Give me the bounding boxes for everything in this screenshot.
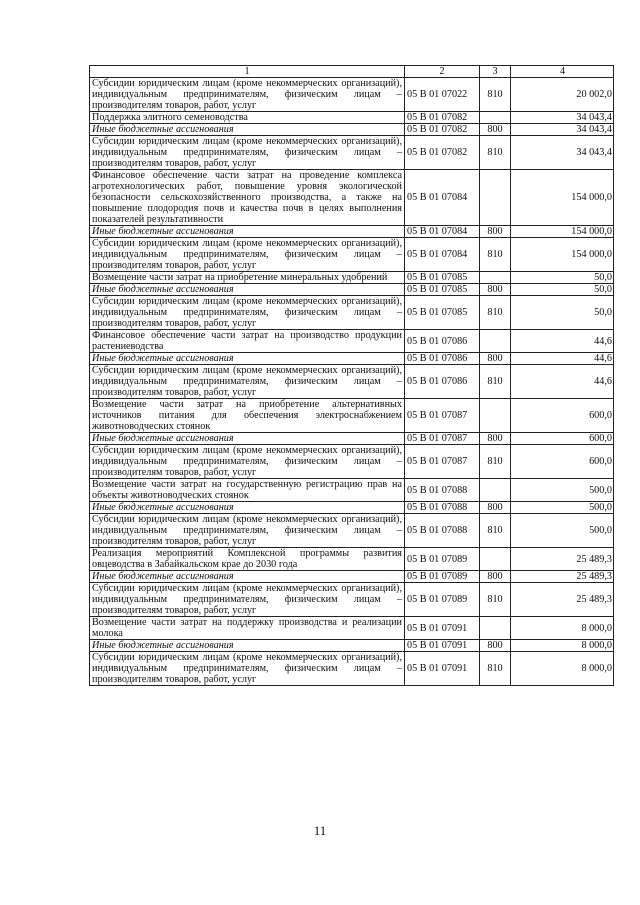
table-row xyxy=(90,284,614,296)
table-row xyxy=(90,78,614,112)
table-row xyxy=(90,617,614,640)
row-code-cell: 05 В 01 07091 xyxy=(405,652,480,686)
row-name-cell: Субсидии юридическим лицам (кроме некоммерческих организаций), индивидуальным предпринимателям, физическим лицам – производителям товаров, работ, услуг xyxy=(90,652,405,686)
row-amount-cell: 25 489,3 xyxy=(511,571,614,583)
table-row xyxy=(90,353,614,365)
row-type-cell xyxy=(480,330,511,353)
row-code-cell: 05 В 01 07088 xyxy=(405,502,480,514)
row-amount-cell: 44,6 xyxy=(511,365,614,399)
table-row xyxy=(90,238,614,272)
row-code-cell: 05 В 01 07089 xyxy=(405,571,480,583)
row-amount-cell: 8 000,0 xyxy=(511,617,614,640)
row-type-cell: 800 xyxy=(480,353,511,365)
row-code-cell: 05 В 01 07082 xyxy=(405,136,480,170)
row-code-cell: 05 В 01 07088 xyxy=(405,479,480,502)
row-type-cell: 810 xyxy=(480,445,511,479)
row-name-cell: Возмещение части затрат на государственную регистрацию прав на объекты животноводческих стоянок xyxy=(90,479,405,502)
row-amount-cell: 154 000,0 xyxy=(511,226,614,238)
row-name-cell: Иные бюджетные ассигнования xyxy=(90,502,405,514)
row-name-cell: Субсидии юридическим лицам (кроме некоммерческих организаций), индивидуальным предпринимателям, физическим лицам – производителям товаров, работ, услуг xyxy=(90,365,405,399)
row-amount-cell: 500,0 xyxy=(511,502,614,514)
row-name-cell: Реализация мероприятий Комплексной программы развития овцеводства в Забайкальском крае до 2030 года xyxy=(90,548,405,571)
header-cell-name: 1 xyxy=(90,66,405,78)
table-row xyxy=(90,272,614,284)
row-name-cell: Поддержка элитного семеноводства xyxy=(90,112,405,124)
row-name-cell: Субсидии юридическим лицам (кроме некоммерческих организаций), индивидуальным предпринимателям, физическим лицам – производителям товаров, работ, услуг xyxy=(90,514,405,548)
row-code-cell: 05 В 01 07087 xyxy=(405,399,480,433)
row-code-cell: 05 В 01 07087 xyxy=(405,445,480,479)
header-cell-code: 2 xyxy=(405,66,480,78)
row-amount-cell: 34 043,4 xyxy=(511,124,614,136)
row-type-cell: 800 xyxy=(480,226,511,238)
row-code-cell: 05 В 01 07087 xyxy=(405,433,480,445)
row-type-cell xyxy=(480,170,511,226)
row-amount-cell: 600,0 xyxy=(511,433,614,445)
table-row xyxy=(90,226,614,238)
row-type-cell xyxy=(480,112,511,124)
row-amount-cell: 34 043,4 xyxy=(511,136,614,170)
row-name-cell: Субсидии юридическим лицам (кроме некоммерческих организаций), индивидуальным предпринимателям, физическим лицам – производителям товаров, работ, услуг xyxy=(90,445,405,479)
row-name-cell: Иные бюджетные ассигнования xyxy=(90,571,405,583)
row-type-cell: 810 xyxy=(480,365,511,399)
row-amount-cell: 34 043,4 xyxy=(511,112,614,124)
table-header-row xyxy=(90,66,614,78)
row-name-cell: Субсидии юридическим лицам (кроме некоммерческих организаций), индивидуальным предпринимателям, физическим лицам – производителям товаров, работ, услуг xyxy=(90,583,405,617)
row-name-cell: Возмещение части затрат на поддержку производства и реализации молока xyxy=(90,617,405,640)
row-amount-cell: 600,0 xyxy=(511,445,614,479)
page-number: 11 xyxy=(313,823,327,838)
row-amount-cell: 500,0 xyxy=(511,479,614,502)
row-code-cell: 05 В 01 07084 xyxy=(405,170,480,226)
row-name-cell: Субсидии юридическим лицам (кроме некоммерческих организаций), индивидуальным предпринимателям, физическим лицам – производителям товаров, работ, услуг xyxy=(90,238,405,272)
table-row xyxy=(90,640,614,652)
row-type-cell: 800 xyxy=(480,640,511,652)
row-name-cell: Финансовое обеспечение части затрат на производство продукции растениеводства xyxy=(90,330,405,353)
row-type-cell: 810 xyxy=(480,652,511,686)
table-row xyxy=(90,136,614,170)
row-type-cell: 810 xyxy=(480,514,511,548)
row-code-cell: 05 В 01 07085 xyxy=(405,272,480,284)
row-code-cell: 05 В 01 07088 xyxy=(405,514,480,548)
row-code-cell: 05 В 01 07084 xyxy=(405,226,480,238)
table-row xyxy=(90,170,614,226)
row-code-cell: 05 В 01 07091 xyxy=(405,617,480,640)
table-row xyxy=(90,365,614,399)
row-code-cell: 05 В 01 07085 xyxy=(405,296,480,330)
row-name-cell: Иные бюджетные ассигнования xyxy=(90,640,405,652)
header-cell-amount: 4 xyxy=(511,66,614,78)
table-row xyxy=(90,571,614,583)
table-body xyxy=(90,66,614,686)
budget-table xyxy=(89,65,614,686)
row-amount-cell: 154 000,0 xyxy=(511,170,614,226)
table-row xyxy=(90,399,614,433)
row-type-cell xyxy=(480,617,511,640)
row-code-cell: 05 В 01 07086 xyxy=(405,365,480,399)
row-code-cell: 05 В 01 07084 xyxy=(405,238,480,272)
row-name-cell: Иные бюджетные ассигнования xyxy=(90,284,405,296)
row-name-cell: Субсидии юридическим лицам (кроме некоммерческих организаций), индивидуальным предпринимателям, физическим лицам – производителям товаров, работ, услуг xyxy=(90,78,405,112)
row-type-cell: 810 xyxy=(480,78,511,112)
row-amount-cell: 20 002,0 xyxy=(511,78,614,112)
row-amount-cell: 25 489,3 xyxy=(511,583,614,617)
row-name-cell: Субсидии юридическим лицам (кроме некоммерческих организаций), индивидуальным предпринимателям, физическим лицам – производителям товаров, работ, услуг xyxy=(90,136,405,170)
row-amount-cell: 500,0 xyxy=(511,514,614,548)
row-code-cell: 05 В 01 07089 xyxy=(405,548,480,571)
row-type-cell xyxy=(480,479,511,502)
table-row xyxy=(90,502,614,514)
row-type-cell: 810 xyxy=(480,136,511,170)
row-code-cell: 05 В 01 07082 xyxy=(405,112,480,124)
row-amount-cell: 25 489,3 xyxy=(511,548,614,571)
row-name-cell: Иные бюджетные ассигнования xyxy=(90,124,405,136)
row-amount-cell: 8 000,0 xyxy=(511,640,614,652)
row-type-cell: 800 xyxy=(480,502,511,514)
row-amount-cell: 8 000,0 xyxy=(511,652,614,686)
table-row xyxy=(90,330,614,353)
table-row xyxy=(90,514,614,548)
row-type-cell: 810 xyxy=(480,583,511,617)
row-name-cell: Возмещение части затрат на приобретение минеральных удобрений xyxy=(90,272,405,284)
row-type-cell xyxy=(480,399,511,433)
row-amount-cell: 44,6 xyxy=(511,353,614,365)
header-cell-type: 3 xyxy=(480,66,511,78)
table-row xyxy=(90,548,614,571)
table-row xyxy=(90,652,614,686)
table-row xyxy=(90,124,614,136)
row-code-cell: 05 В 01 07085 xyxy=(405,284,480,296)
row-type-cell: 810 xyxy=(480,296,511,330)
row-code-cell: 05 В 01 07082 xyxy=(405,124,480,136)
row-name-cell: Иные бюджетные ассигнования xyxy=(90,226,405,238)
row-name-cell: Субсидии юридическим лицам (кроме некоммерческих организаций), индивидуальным предпринимателям, физическим лицам – производителям товаров, работ, услуг xyxy=(90,296,405,330)
row-type-cell xyxy=(480,272,511,284)
row-code-cell: 05 В 01 07022 xyxy=(405,78,480,112)
row-code-cell: 05 В 01 07089 xyxy=(405,583,480,617)
row-name-cell: Иные бюджетные ассигнования xyxy=(90,433,405,445)
row-amount-cell: 44,6 xyxy=(511,330,614,353)
table-row xyxy=(90,479,614,502)
row-amount-cell: 50,0 xyxy=(511,296,614,330)
row-name-cell: Возмещение части затрат на приобретение альтернативных источников питания для обеспечения электроснабжением животноводческих стоянок xyxy=(90,399,405,433)
row-code-cell: 05 В 01 07091 xyxy=(405,640,480,652)
row-type-cell: 800 xyxy=(480,433,511,445)
row-amount-cell: 600,0 xyxy=(511,399,614,433)
row-type-cell: 800 xyxy=(480,571,511,583)
table-row xyxy=(90,583,614,617)
row-type-cell: 810 xyxy=(480,238,511,272)
table-row xyxy=(90,433,614,445)
row-amount-cell: 154 000,0 xyxy=(511,238,614,272)
row-name-cell: Финансовое обеспечение части затрат на проведение комплекса агротехнологических работ, повышение уровня экологической безопасности сельскохозяйственного производства, а также на повышение плодородия почв и качества почв в целях выполнения показателей результативности xyxy=(90,170,405,226)
row-name-cell: Иные бюджетные ассигнования xyxy=(90,353,405,365)
table-row xyxy=(90,445,614,479)
row-code-cell: 05 В 01 07086 xyxy=(405,353,480,365)
row-type-cell: 800 xyxy=(480,124,511,136)
table-row xyxy=(90,112,614,124)
row-code-cell: 05 В 01 07086 xyxy=(405,330,480,353)
row-type-cell: 800 xyxy=(480,284,511,296)
row-amount-cell: 50,0 xyxy=(511,272,614,284)
table-row xyxy=(90,296,614,330)
row-amount-cell: 50,0 xyxy=(511,284,614,296)
row-type-cell xyxy=(480,548,511,571)
